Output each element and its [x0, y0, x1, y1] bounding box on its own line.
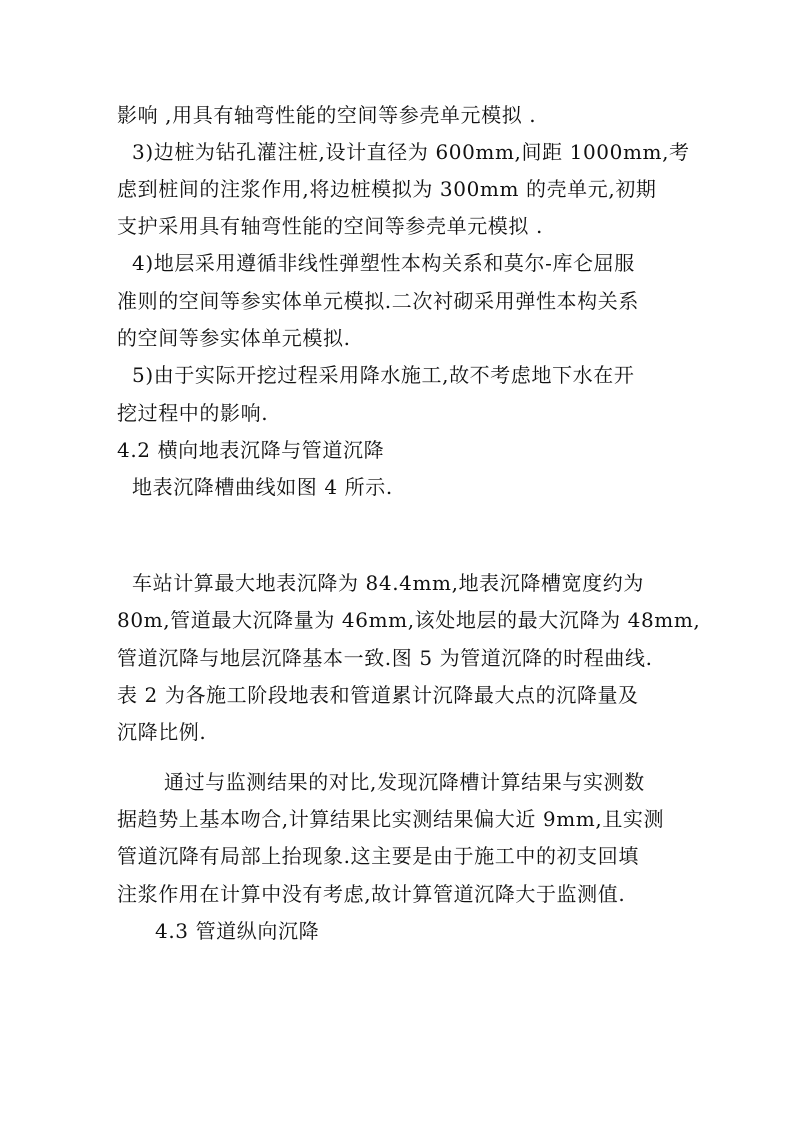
text-line-14: 管道沉降与地层沉降基本一致.图 5 为管道沉降的时程曲线. — [117, 646, 653, 670]
text-line-9: 挖过程中的影响. — [117, 401, 269, 425]
text-line-12: 车站计算最大地表沉降为 84.4mm,地表沉降槽宽度约为 — [132, 571, 644, 595]
text-line-4: 支护采用具有轴弯性能的空间等参壳单元模拟 . — [117, 214, 543, 238]
text-line-19: 管道沉降有局部上抬现象.这主要是由于施工中的初支回填 — [117, 844, 639, 868]
text-line-8: 5)由于实际开挖过程采用降水施工,故不考虑地下水在开 — [132, 363, 635, 387]
text-line-6: 准则的空间等参实体单元模拟.二次衬砌采用弹性本构关系 — [117, 289, 639, 313]
text-line-20: 注浆作用在计算中没有考虑,故计算管道沉降大于监测值. — [117, 882, 626, 906]
text-line-18: 据趋势上基本吻合,计算结果比实测结果偏大近 9mm,且实测 — [117, 807, 665, 831]
text-line-5: 4)地层采用遵循非线性弹塑性本构关系和莫尔-库仑屈服 — [132, 251, 635, 275]
text-line-16: 沉降比例. — [117, 720, 207, 744]
text-line-17: 通过与监测结果的对比,发现沉降槽计算结果与实测数 — [164, 770, 645, 794]
text-line-2: 3)边桩为钻孔灌注桩,设计直径为 600mm,间距 1000mm,考 — [132, 140, 690, 164]
text-line-15: 表 2 为各施工阶段地表和管道累计沉降最大点的沉降量及 — [117, 683, 639, 707]
text-line-7: 的空间等参实体单元模拟. — [117, 326, 351, 350]
section-heading-4-3: 4.3 管道纵向沉降 — [155, 919, 320, 943]
text-line-1: 影响 ,用具有轴弯性能的空间等参壳单元模拟 . — [117, 103, 537, 127]
text-line-13: 80m,管道最大沉降量为 46mm,该处地层的最大沉降为 48mm, — [117, 608, 701, 632]
section-heading-4-2: 4.2 横向地表沉降与管道沉降 — [117, 438, 385, 462]
text-line-3: 虑到桩间的注浆作用,将边桩模拟为 300mm 的壳单元,初期 — [117, 177, 657, 201]
text-line-11: 地表沉降槽曲线如图 4 所示. — [132, 475, 393, 499]
